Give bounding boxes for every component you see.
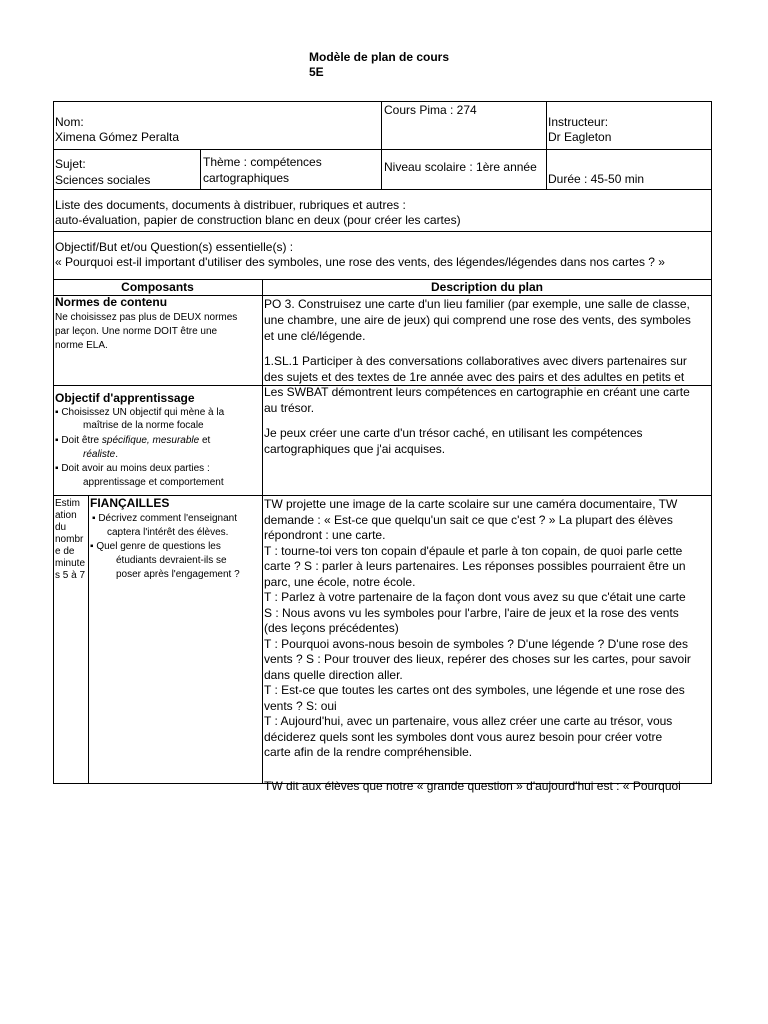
- engagement-desc-line: déciderez quels sont les symboles dont vous aurez besoin pour créer votre: [264, 729, 663, 744]
- bullet-icon: ▪: [55, 407, 59, 418]
- objectif-bullet-1-cont: maîtrise de la norme focale: [83, 420, 204, 431]
- duree-value: Durée : 45-50 min: [548, 172, 645, 186]
- engagement-desc-last: TW dit aux élèves que notre « grande question » d'aujourd'hui est : « Pourquoi: [264, 779, 681, 793]
- theme-line-1: Thème : compétences: [203, 155, 322, 169]
- nom-value: Ximena Gómez Peralta: [55, 130, 180, 144]
- header-composants: Composants: [121, 280, 194, 294]
- nom-label: Nom:: [55, 115, 84, 129]
- normes-desc-line: 1.SL.1 Participer à des conversations collaboratives avec divers partenaires sur: [264, 354, 687, 368]
- engagement-bullet-2: ▪ Quel genre de questions les: [90, 541, 221, 552]
- normes-note-3: norme ELA.: [55, 340, 108, 351]
- essential-question-value: « Pourquoi est-il important d'utiliser des symboles, une rose des vents, des légendes/légendes dans nos cartes ? »: [55, 255, 665, 269]
- normes-note-1: Ne choisissez pas plus de DEUX normes: [55, 312, 238, 323]
- engagement-desc-line: T : Est-ce que toutes les cartes ont des symboles, une légende et une rose des: [264, 683, 685, 697]
- essential-question-label: Objectif/But et/ou Question(s) essentielle(s) :: [55, 240, 294, 254]
- objectif-desc-line: cartographiques que j'ai acquises.: [264, 442, 446, 456]
- engagement-desc-line: vents ? S: oui: [264, 698, 337, 713]
- normes-note-2: par leçon. Une norme DOIT être une: [55, 326, 218, 337]
- engagement-bullet-2-cont: étudiants devraient-ils se: [116, 555, 227, 566]
- engagement-desc-line: (des leçons précédentes): [264, 621, 399, 635]
- engagement-desc-line: dans quelle direction aller.: [264, 667, 403, 682]
- objectif-bullet-2: ▪ Doit être spécifique, mesurable et: [55, 435, 211, 446]
- engagement-heading: FIANÇAILLES: [90, 496, 170, 510]
- niveau-value: Niveau scolaire : 1ère année: [384, 160, 537, 174]
- estimation-line: e de: [55, 546, 75, 557]
- theme-line-2: cartographiques: [203, 171, 290, 185]
- engagement-desc-line: demande : « Est-ce que quelqu'un sait ce que c'est ? » La plupart des élèves: [264, 512, 673, 527]
- engagement-desc-line: parc, une école, notre école.: [264, 574, 416, 589]
- engagement-desc-line: T : Parlez à votre partenaire de la façon dont vous avez su que c'était une carte: [264, 590, 686, 604]
- cours-value: Cours Pima : 274: [384, 103, 477, 117]
- engagement-desc-line: carte afin de la rendre compréhensible.: [264, 745, 473, 759]
- instructeur-value: Dr Eagleton: [548, 130, 612, 144]
- normes-description: [264, 296, 711, 385]
- sujet-value: Sciences sociales: [55, 173, 151, 187]
- engagement-desc-line: vents ? S : Pour trouver des lieux, repérer des choses sur les cartes, pour savoir: [264, 652, 691, 666]
- engagement-bullet-2-cont: poser après l'engagement ?: [116, 569, 240, 580]
- objectif-bullet-2-cont: réaliste.: [83, 449, 119, 460]
- documents-label: Liste des documents, documents à distribuer, rubriques et autres :: [55, 198, 406, 212]
- engagement-desc-line: TW projette une image de la carte scolaire sur une caméra documentaire, TW: [264, 497, 678, 511]
- bullet-icon: ▪: [90, 541, 94, 552]
- objectif-desc-line: Je peux créer une carte d'un trésor caché, en utilisant les compétences: [264, 426, 643, 440]
- objectif-heading: Objectif d'apprentissage: [55, 391, 195, 405]
- objectif-bullet-1: ▪ Choisissez UN objectif qui mène à la: [55, 407, 225, 418]
- engagement-desc-line: S : Nous avons vu les symboles pour l'arbre, l'aire de jeux et la rose des vents: [264, 605, 679, 620]
- engagement-bullet-1: ▪ Décrivez comment l'enseignant: [92, 513, 237, 524]
- objectif-bullet-3-cont: apprentissage et comportement: [83, 477, 224, 488]
- normes-heading: Normes de contenu: [55, 295, 168, 309]
- objectif-description: [264, 385, 711, 495]
- estimation-line: ation: [55, 510, 77, 521]
- documents-value: auto-évaluation, papier de construction blanc en deux (pour créer les cartes): [55, 213, 461, 227]
- engagement-desc-line: T : Aujourd'hui, avec un partenaire, vous allez créer une carte au trésor, vous: [264, 714, 673, 728]
- engagement-desc-line: T : Pourquoi avons-nous besoin de symboles ? D'une légende ? D'une rose des: [264, 636, 688, 651]
- engagement-desc-line: carte ? S : parler à leurs partenaires. Les réponses possibles pourraient être un: [264, 559, 686, 573]
- normes-desc-line: et une clé/légende.: [264, 329, 366, 343]
- bullet-icon: ▪: [92, 513, 96, 524]
- bullet-icon: ▪: [55, 463, 59, 474]
- normes-desc-line: des sujets et des textes de 1re année avec des pairs et des adultes en petits et: [264, 370, 685, 384]
- engagement-bullet-1-cont: captera l'intérêt des élèves.: [107, 527, 229, 538]
- estimation-line: s 5 à 7: [55, 570, 86, 581]
- normes-desc-line: une chambre, une aire de jeux) qui comprend une rose des vents, des symboles: [264, 313, 691, 327]
- sujet-label: Sujet:: [55, 157, 86, 171]
- engagement-desc-line: T : tourne-toi vers ton copain d'épaule et parle à ton copain, de quoi parle cette: [264, 543, 683, 558]
- engagement-desc-line: répondront : une carte.: [264, 528, 386, 542]
- estimation-line: du: [55, 522, 67, 533]
- normes-desc-line: PO 3. Construisez une carte d'un lieu familier (par exemple, une salle de classe,: [264, 297, 690, 311]
- instructeur-label: Instructeur:: [548, 115, 609, 129]
- engagement-description: [264, 496, 711, 793]
- estimation-line: nombr: [55, 534, 84, 545]
- page-title: Modèle de plan de cours: [309, 50, 450, 64]
- objectif-desc-line: au trésor.: [264, 401, 315, 415]
- estimation-line: minute: [55, 558, 86, 569]
- objectif-desc-line: Les SWBAT démontrent leurs compétences en cartographie en créant une carte: [264, 385, 690, 399]
- page-subtitle: 5E: [309, 65, 324, 79]
- objectif-bullet-3: ▪ Doit avoir au moins deux parties :: [55, 463, 210, 474]
- estimation-line: Estim: [55, 498, 80, 509]
- bullet-icon: ▪: [55, 435, 59, 446]
- header-description: Description du plan: [430, 280, 543, 294]
